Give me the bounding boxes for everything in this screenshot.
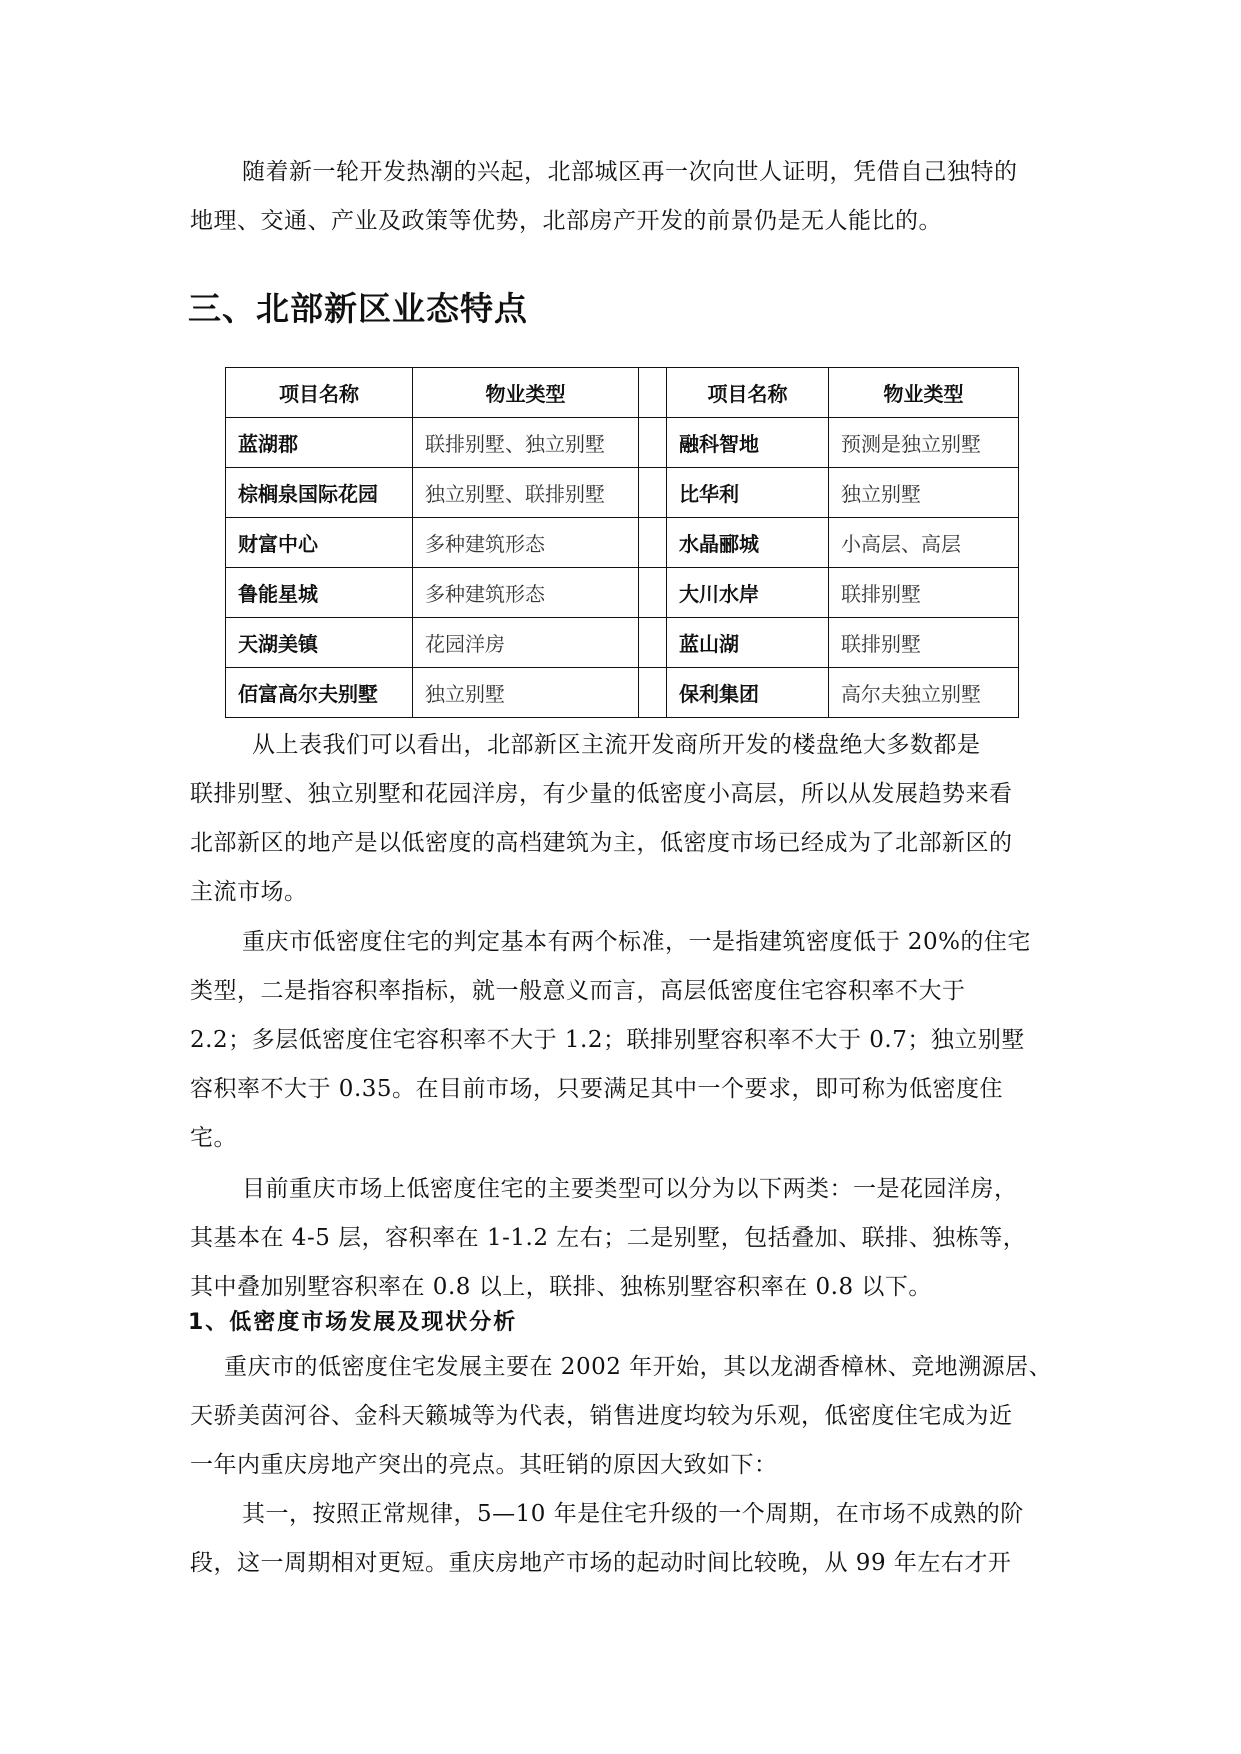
reason-paragraph xyxy=(190,1490,1060,1588)
text-line: 类型，二是指容积率指标，就一般意义而言，高层低密度住宅容积率不大于 xyxy=(190,978,966,1004)
table-row xyxy=(226,618,1019,668)
property-type-cell: 联排别墅 xyxy=(829,618,1019,668)
text-line: 地理、交通、产业及政策等优势，北部房产开发的前景仍是无人能比的。 xyxy=(190,208,942,234)
project-name-cell: 鲁能星城 xyxy=(226,568,413,618)
column-gap xyxy=(639,568,667,618)
property-type-cell: 联排别墅、独立别墅 xyxy=(413,418,639,468)
project-name-cell: 水晶郦城 xyxy=(667,518,829,568)
text-line: 目前重庆市场上低密度住宅的主要类型可以分为以下两类：一是花园洋房， xyxy=(242,1176,1018,1202)
table-row xyxy=(226,518,1019,568)
text-line: 重庆市低密度住宅的判定基本有两个标准，一是指建筑密度低于 20%的住宅 xyxy=(242,929,1031,955)
subsection-title: 1、低密度市场发展及现状分析 xyxy=(188,1310,518,1335)
column-gap xyxy=(639,618,667,668)
property-type-cell: 多种建筑形态 xyxy=(413,568,639,618)
text-line: 其一，按照正常规律，5—10 年是住宅升级的一个周期，在市场不成熟的阶 xyxy=(242,1501,1024,1527)
column-gap xyxy=(639,418,667,468)
column-gap xyxy=(639,368,667,418)
project-name-cell: 蓝湖郡 xyxy=(226,418,413,468)
table-header-row xyxy=(226,368,1019,418)
text-line: 段，这一周期相对更短。重庆房地产市场的起动时间比较晚，从 99 年左右才开 xyxy=(190,1550,1012,1576)
column-gap xyxy=(639,468,667,518)
project-name-cell: 佰富高尔夫别墅 xyxy=(226,668,413,718)
property-type-cell: 联排别墅 xyxy=(829,568,1019,618)
header-property-type: 物业类型 xyxy=(829,368,1019,418)
property-type-cell: 花园洋房 xyxy=(413,618,639,668)
table-row xyxy=(226,668,1019,718)
table-row xyxy=(226,468,1019,518)
property-type-cell: 独立别墅 xyxy=(829,468,1019,518)
column-gap xyxy=(639,518,667,568)
text-line: 主流市场。 xyxy=(190,879,308,905)
property-type-table xyxy=(225,367,1019,718)
types-paragraph xyxy=(190,1165,1060,1312)
text-line: 联排别墅、独立别墅和花园洋房，有少量的低密度小高层，所以从发展趋势来看 xyxy=(190,781,1013,807)
header-project-name: 项目名称 xyxy=(226,368,413,418)
text-line: 2.2；多层低密度住宅容积率不大于 1.2；联排别墅容积率不大于 0.7；独立别墅 xyxy=(190,1027,1025,1053)
text-line: 一年内重庆房地产突出的亮点。其旺销的原因大致如下： xyxy=(190,1452,778,1478)
project-name-cell: 天湖美镇 xyxy=(226,618,413,668)
intro-paragraph xyxy=(190,148,1060,246)
text-line: 重庆市的低密度住宅发展主要在 2002 年开始，其以龙湖香樟林、竞地溯源居、 xyxy=(224,1354,1053,1380)
project-name-cell: 保利集团 xyxy=(667,668,829,718)
project-name-cell: 棕榈泉国际花园 xyxy=(226,468,413,518)
header-project-name: 项目名称 xyxy=(667,368,829,418)
text-line: 从上表我们可以看出，北部新区主流开发商所开发的楼盘绝大多数都是 xyxy=(252,732,981,758)
property-type-cell: 独立别墅 xyxy=(413,668,639,718)
table-row xyxy=(226,568,1019,618)
column-gap xyxy=(639,668,667,718)
table-row xyxy=(226,418,1019,468)
project-name-cell: 财富中心 xyxy=(226,518,413,568)
property-type-cell: 小高层、高层 xyxy=(829,518,1019,568)
project-name-cell: 比华利 xyxy=(667,468,829,518)
text-line: 容积率不大于 0.35。在目前市场，只要满足其中一个要求，即可称为低密度住 xyxy=(190,1076,1004,1102)
property-type-cell: 高尔夫独立别墅 xyxy=(829,668,1019,718)
header-property-type: 物业类型 xyxy=(413,368,639,418)
text-line: 北部新区的地产是以低密度的高档建筑为主，低密度市场已经成为了北部新区的 xyxy=(190,830,1013,856)
section-title: 三、北部新区业态特点 xyxy=(188,289,528,328)
project-name-cell: 蓝山湖 xyxy=(667,618,829,668)
property-type-cell: 预测是独立别墅 xyxy=(829,418,1019,468)
text-line: 随着新一轮开发热潮的兴起，北部城区再一次向世人证明，凭借自己独特的 xyxy=(242,159,1018,185)
development-paragraph xyxy=(190,1343,1060,1490)
property-type-cell: 多种建筑形态 xyxy=(413,518,639,568)
text-line: 其中叠加别墅容积率在 0.8 以上，联排、独栋别墅容积率在 0.8 以下。 xyxy=(190,1274,932,1300)
project-name-cell: 大川水岸 xyxy=(667,568,829,618)
analysis-paragraph xyxy=(190,721,1060,917)
standard-paragraph xyxy=(190,918,1060,1163)
text-line: 其基本在 4-5 层，容积率在 1-1.2 左右；二是别墅，包括叠加、联排、独栋等， xyxy=(190,1225,1027,1251)
project-name-cell: 融科智地 xyxy=(667,418,829,468)
text-line: 宅。 xyxy=(190,1125,237,1151)
property-type-cell: 独立别墅、联排别墅 xyxy=(413,468,639,518)
text-line: 天骄美茵河谷、金科天籁城等为代表，销售进度均较为乐观，低密度住宅成为近 xyxy=(190,1403,1013,1429)
